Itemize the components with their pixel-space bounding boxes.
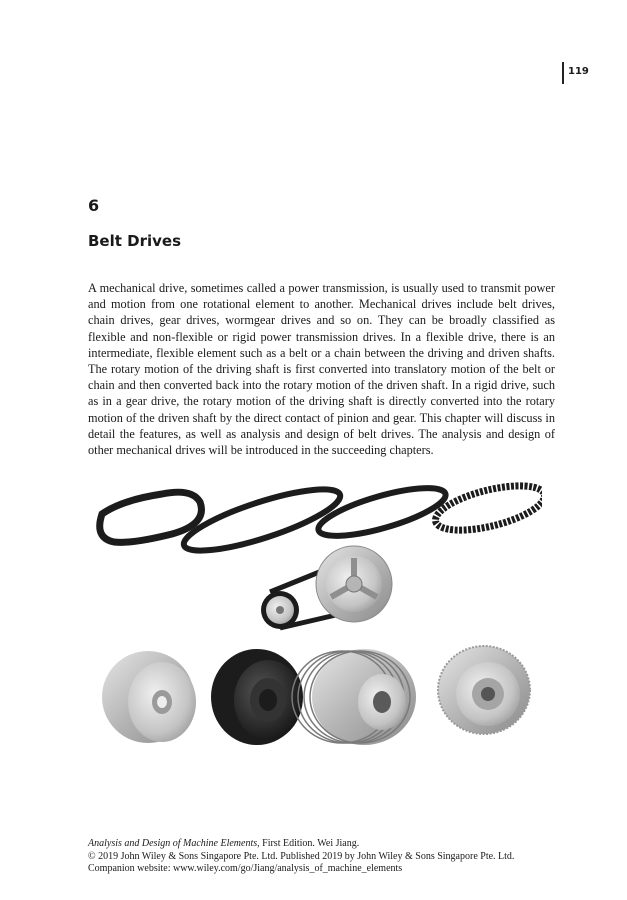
- footer-edition: , First Edition. Wei Jiang.: [257, 838, 360, 849]
- chapter-title: Belt Drives: [88, 232, 182, 250]
- body-paragraph: A mechanical drive, sometimes called a power transmission, is usually used to transmit power and motion from one rotational element to another. Mechanical drives include belt drives, chain drives, gear drives, wormgear drives and so on. They can be broadly classified as flexible and non-flexible or rigid power transmission drives. In a flexible drive, there is an intermediate, flexible element such as a belt or a chain between the driving and driven shafts. The rotary motion of the driving shaft is first converted into translatory motion of the belt or chain and then converted back into the rotary motion of the driven shaft. In a rigid drive, such as in a gear drive, the rotary motion of the driving shaft is directly converted into the rotary motion of the driven shaft by the direct contact of pinion and gear. This chapter will discuss in detail the features, as well as analysis and design of belt drives. The analysis and design of other mechanical drives will be introduced in the succeeding chapters.: [88, 281, 555, 458]
- page-number-rule: [562, 62, 564, 84]
- footer-citation: [88, 838, 568, 851]
- flat-pulley-icon: [102, 651, 196, 743]
- footer-companion-website: Companion website: www.wiley.com/go/Jiang/analysis_of_machine_elements: [88, 863, 403, 874]
- multi-groove-pulley-icon: [292, 649, 416, 745]
- footer-copyright: © 2019 John Wiley & Sons Singapore Pte. Ltd. Published 2019 by John Wiley & Sons Singapore Pte. Ltd.: [88, 850, 515, 862]
- chapter-number: 6: [88, 196, 100, 215]
- page-number: 119: [568, 66, 589, 77]
- belt-drives-figure: [92, 472, 542, 772]
- timing-pulley-icon: [438, 646, 530, 734]
- v-pulley-icon: [211, 649, 303, 745]
- footer: [88, 838, 568, 876]
- timing-belt-icon: [431, 477, 542, 539]
- footer-book-title: Analysis and Design of Machine Elements: [88, 838, 258, 849]
- belt-drive-assembly-icon: [261, 546, 392, 629]
